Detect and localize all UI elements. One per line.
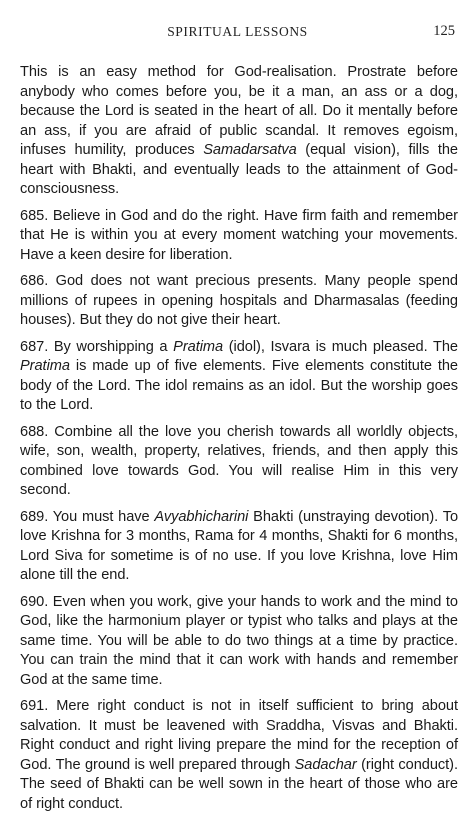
- paragraph-text: is made up of five elements. Five elements constitute the body of the Lord. The idol remains as an idol. But the worship goes to the Lord.: [20, 358, 458, 413]
- paragraph: [20, 207, 458, 266]
- paragraph-text: 687. By worshipping a: [20, 338, 174, 355]
- paragraph-text: This is an easy method for God-realisation. Prostrate before anybody who comes before you, be it a man, an ass or a dog, because the Lord is seated in the heart of all. Do it mentally before an ass, if you are afraid of public scandal. It removes egoism, infuses humility, produces: [20, 64, 458, 158]
- paragraph-text: 690. Even when you work, give your hands to work and the mind to God, like the harmonium player or typist who talks and plays at the same time. You will be able to do two things at a time by practice. You can train the mind that it can work with hands and remember God at the same time.: [20, 593, 458, 688]
- italic-term: Sadachar: [294, 756, 357, 773]
- italic-term: Avyabhicharini: [154, 508, 249, 525]
- paragraph: [20, 593, 458, 691]
- running-head: SPIRITUAL LESSONS: [167, 24, 308, 39]
- paragraph: [20, 697, 458, 814]
- italic-term: Pratima: [173, 338, 224, 355]
- paragraph-text: Bhakti (unstraying devotion). To love Krishna for 3 months, Rama for 4 months, Shakti for 6 months, Lord Siva for sometime is of no use. If you love Krishna, love Him alone till the end.: [20, 508, 459, 583]
- paragraph: [20, 272, 458, 331]
- paragraph-text: (equal vision), fills the heart with Bhakti, and eventually leads to the attainment of God-consciousness.: [20, 142, 459, 197]
- paragraph: [20, 63, 458, 200]
- paragraph: [20, 508, 458, 586]
- paragraph-text: 689. You must have: [20, 508, 155, 525]
- paragraph: [20, 338, 458, 416]
- paragraph-text: (right conduct). The seed of Bhakti can be well sown in the heart of those who are of right conduct.: [20, 756, 458, 812]
- paragraph-text: 688. Combine all the love you cherish towards all worldly objects, wife, son, wealth, property, relatives, friends, and then apply this combined love towards God. You will realise Him in this very second.: [20, 423, 458, 498]
- paragraph-text: 686. God does not want precious presents. Many people spend millions of rupees in opening hospitals and Dharmasalas (feeding houses). But they do not give their heart.: [20, 273, 458, 328]
- paragraph-text: (idol), Isvara is much pleased. The: [223, 338, 458, 355]
- page-number: 125: [433, 23, 455, 39]
- paragraph-text: 691. Mere right conduct is not in itself sufficient to bring about salvation. It must be leavened with Sraddha, Visvas and Bhakti. Right conduct and right living prepare the mind for the reception of God. The ground is well prepared through: [20, 698, 458, 773]
- paragraph: [20, 423, 458, 501]
- body-text: [20, 63, 458, 821]
- italic-term: Samadarsatva: [203, 142, 297, 158]
- page-header: [0, 24, 475, 44]
- paragraph-text: 685. Believe in God and do the right. Have firm faith and remember that He is within you at every moment watching your movements. Have a keen desire for liberation.: [20, 207, 458, 263]
- italic-term: Pratima: [20, 358, 70, 374]
